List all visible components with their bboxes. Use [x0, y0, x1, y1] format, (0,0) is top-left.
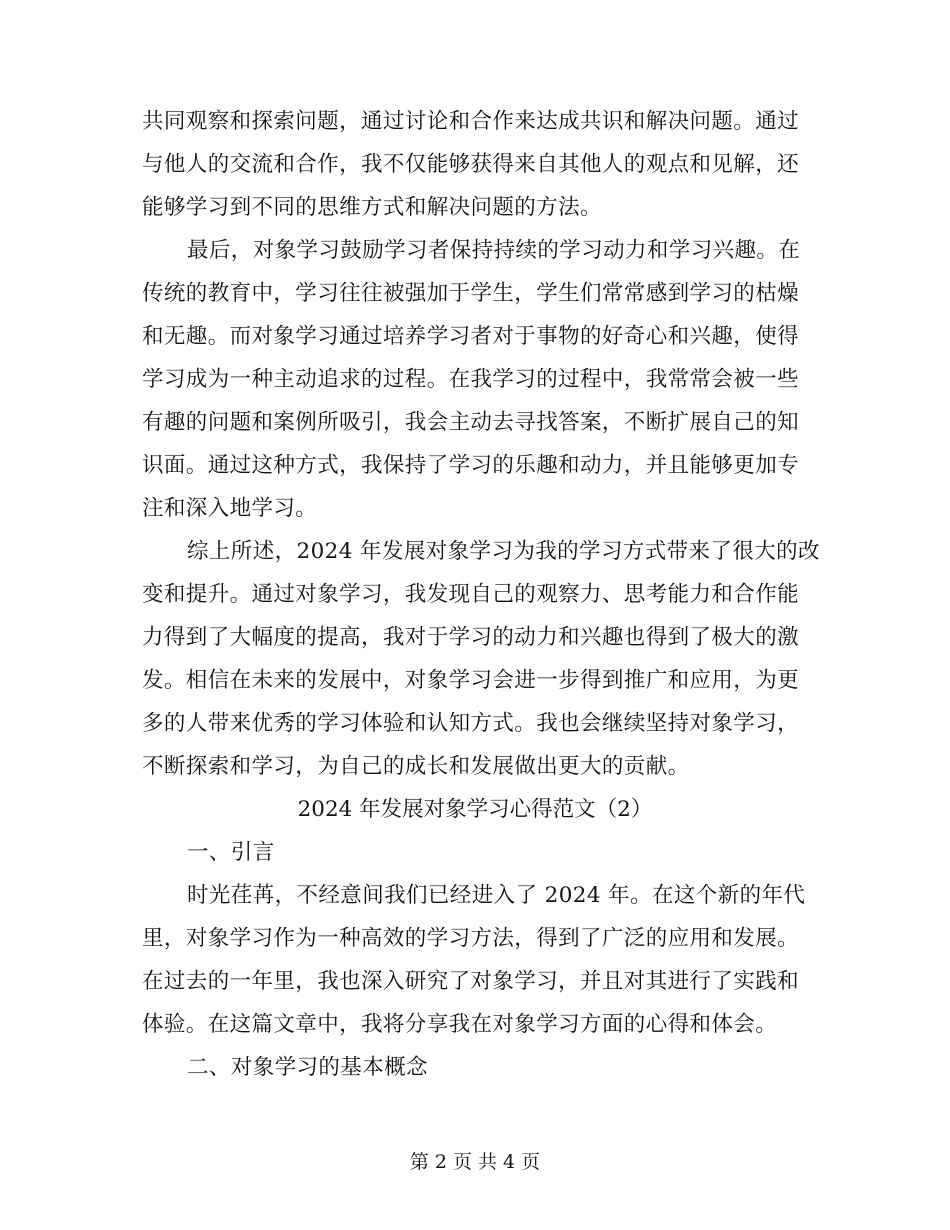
text-line: 识面。通过这种方式，我保持了学习的乐趣和动力，并且能够更加专 [142, 453, 800, 478]
text-line: 共同观察和探索问题，通过讨论和合作来达成共识和解决问题。通过 [142, 109, 800, 134]
text-line: 综上所述，2024 年发展对象学习为我的学习方式带来了很大的改 [187, 539, 820, 564]
text-line: 不断探索和学习，为自己的成长和发展做出更大的贡献。 [142, 754, 690, 779]
text-line: 传统的教育中，学习往往被强加于学生，学生们常常感到学习的枯燥 [142, 281, 800, 306]
text-line: 里，对象学习作为一种高效的学习方法，得到了广泛的应用和发展。 [142, 926, 800, 951]
section-heading-intro: 一、引言 [187, 840, 275, 865]
text-line: 能够学习到不同的思维方式和解决问题的方法。 [142, 195, 602, 220]
page-number: 第 2 页 共 4 页 [409, 1151, 541, 1173]
section-heading-concept: 二、对象学习的基本概念 [187, 1055, 428, 1080]
text-line: 多的人带来优秀的学习体验和认知方式。我也会继续坚持对象学习， [142, 711, 800, 736]
text-line: 最后，对象学习鼓励学习者保持持续的学习动力和学习兴趣。在 [187, 238, 801, 263]
text-line: 有趣的问题和案例所吸引，我会主动去寻找答案，不断扩展自己的知 [142, 410, 800, 435]
text-line: 和无趣。而对象学习通过培养学习者对于事物的好奇心和兴趣，使得 [142, 324, 800, 349]
text-line: 力得到了大幅度的提高，我对于学习的动力和兴趣也得到了极大的激 [142, 625, 800, 650]
text-line: 与他人的交流和合作，我不仅能够获得来自其他人的观点和见解，还 [142, 152, 800, 177]
text-line: 变和提升。通过对象学习，我发现自己的观察力、思考能力和合作能 [142, 582, 800, 607]
text-line: 学习成为一种主动追求的过程。在我学习的过程中，我常常会被一些 [142, 367, 800, 392]
text-line: 发。相信在未来的发展中，对象学习会进一步得到推广和应用，为更 [142, 668, 800, 693]
text-line: 在过去的一年里，我也深入研究了对象学习，并且对其进行了实践和 [142, 969, 800, 994]
section-title: 2024 年发展对象学习心得范文（2） [297, 797, 653, 822]
text-line: 体验。在这篇文章中，我将分享我在对象学习方面的心得和体会。 [142, 1012, 778, 1037]
text-line: 注和深入地学习。 [142, 496, 318, 521]
text-line: 时光荏苒，不经意间我们已经进入了 2024 年。在这个新的年代 [187, 883, 806, 908]
